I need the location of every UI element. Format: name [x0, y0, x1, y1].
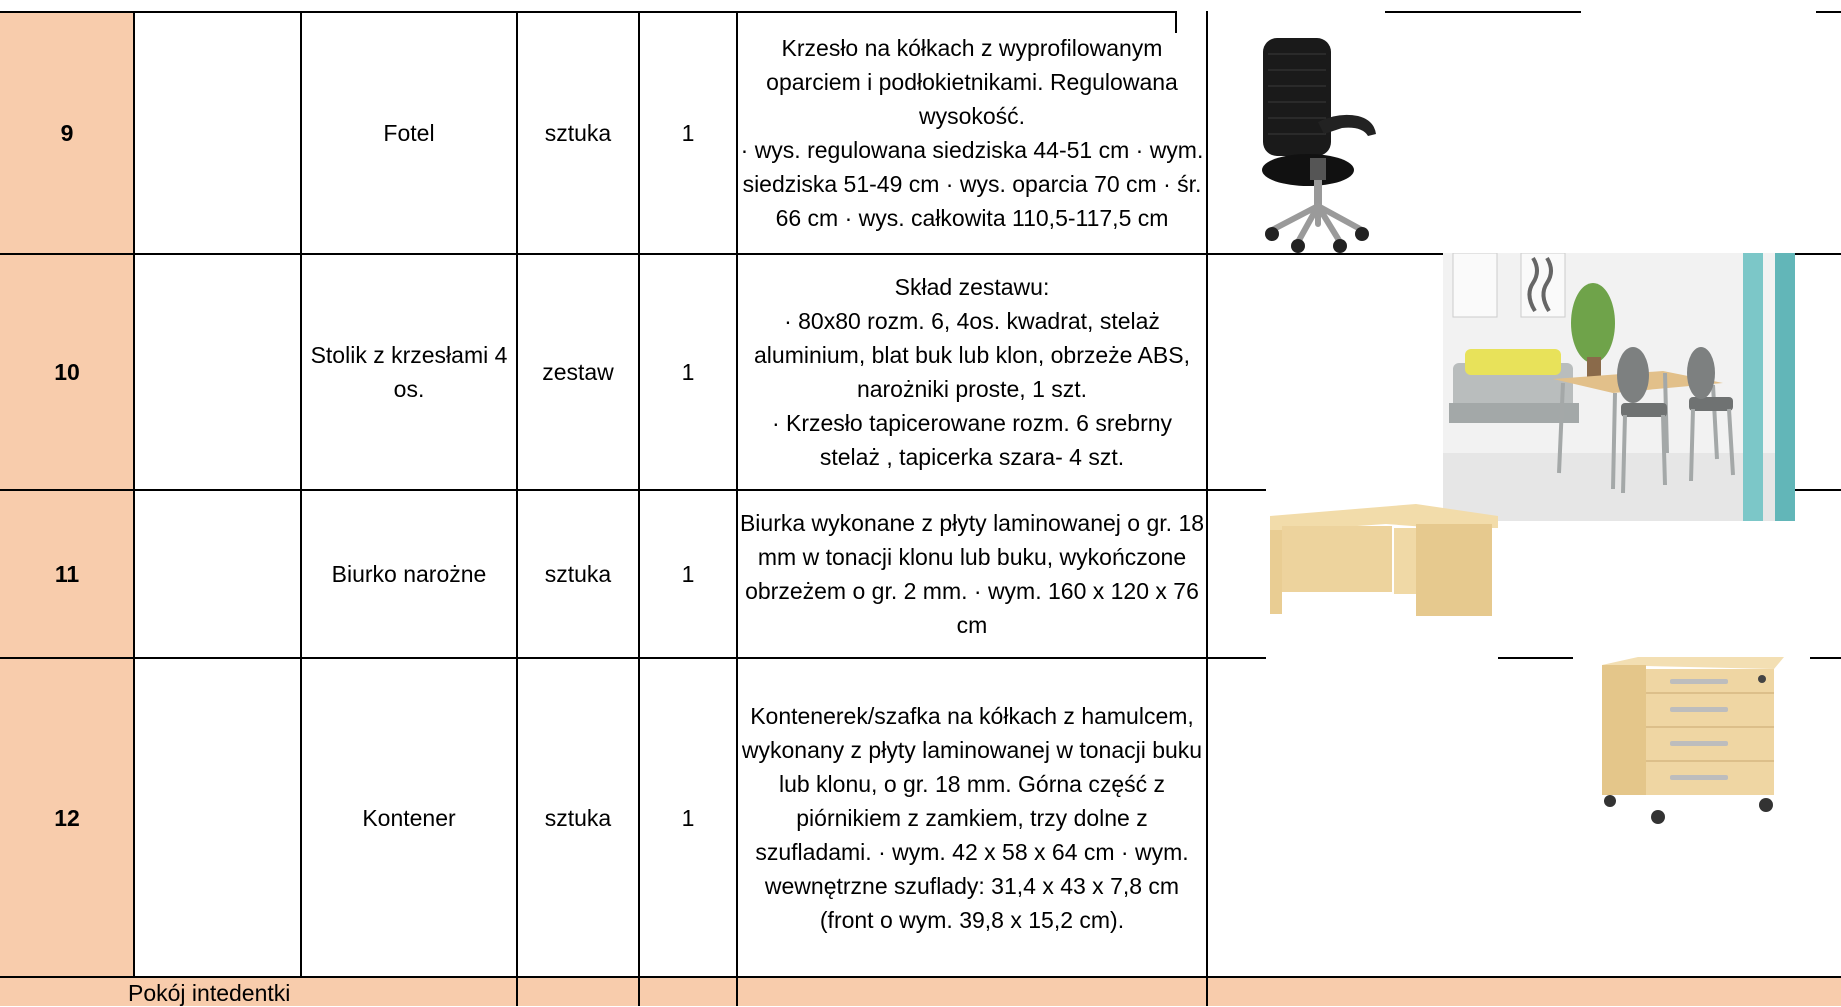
- row-12-name: Kontener: [362, 804, 456, 831]
- grid-line: [1206, 11, 1208, 1006]
- corner-desk-image: [1266, 494, 1498, 618]
- table-chairs-icon: [1443, 253, 1795, 521]
- row-9-description: [737, 12, 1207, 254]
- row-12-description-text: Kontenerek/szafka na kółkach z hamulcem, wykonany z płyty laminowanej w tonacji buku lub klonu, o gr. 18 mm. Górna część z piórnikiem z zamkiem, trzy dolne z szufladami. · wym. 42 x 58 x 64 cm · wym. wewnętrzne szuflady: 31,4 x 43 x 7,8 cm (front o wym. 39,8 x 15,2 cm).: [741, 702, 1203, 933]
- grid-line: [1795, 253, 1841, 255]
- row-10-description-text: Skład zestawu: · 80x80 rozm. 6, 4os. kwadrat, stelaż aluminium, blat buk lub klon, obrzeże ABS, narożniki proste, 1 szt. · Krzesło tapicerowane rozm. 6 srebrny stelaż , tapicerka szara- 4 szt.: [754, 274, 1190, 470]
- row-9-name: Fotel: [383, 120, 435, 146]
- grid-line: [300, 11, 302, 977]
- row-10-unit: zestaw: [542, 359, 614, 385]
- grid-line: [0, 11, 1176, 13]
- corner-desk-icon: [1266, 494, 1498, 618]
- grid-line: [1498, 657, 1573, 659]
- section-title: Pokój intedentki: [128, 980, 291, 1006]
- drawer-container-image: [1598, 655, 1786, 827]
- grid-line: [0, 253, 1443, 255]
- grid-line: [0, 976, 1841, 978]
- grid-line: [0, 657, 1266, 659]
- table-with-chairs-image: [1443, 253, 1795, 521]
- grid-line: [1385, 11, 1581, 13]
- office-chair-icon: [1258, 34, 1388, 256]
- row-11-description-text: Biurka wykonane z płyty laminowanej o gr. 18 mm w tonacji klonu lub buku, wykończone obrzeżem o gr. 2 mm. · wym. 160 x 120 x 76 cm: [739, 510, 1205, 638]
- row-12-unit: sztuka: [544, 804, 612, 831]
- grid-line: [1795, 489, 1841, 491]
- grid-line: [133, 11, 135, 977]
- grid-line: [1175, 11, 1177, 33]
- row-9-lp: 9: [60, 120, 74, 146]
- row-11-qty: 1: [681, 561, 695, 587]
- row-10-description: [737, 254, 1207, 490]
- grid-line: [516, 11, 518, 1006]
- row-9-unit: sztuka: [544, 120, 612, 146]
- row-9-description-text: Krzesło na kółkach z wyprofilowanym oparciem i podłokietnikami. Regulowana wysokość. · wys. regulowana siedziska 44-51 cm · wym. siedziska 51-49 cm · wys. oparcia 70 cm · śr. 66 cm · wys. całkowita 110,5-117,5 cm: [740, 35, 1204, 231]
- row-10-name: Stolik z krzesłami 4 os.: [310, 342, 508, 402]
- row-12-description: [737, 658, 1207, 977]
- row-10-qty: 1: [681, 359, 695, 385]
- row-12-qty: 1: [681, 804, 695, 831]
- row-10-lp: 10: [54, 359, 80, 385]
- row-12-lp: 12: [54, 804, 80, 831]
- grid-line: [638, 11, 640, 1006]
- row-9-qty: 1: [681, 120, 695, 146]
- grid-line: [1810, 657, 1841, 659]
- grid-line: [736, 11, 738, 1006]
- grid-line: [1816, 11, 1841, 13]
- row-11-unit: sztuka: [544, 561, 612, 587]
- grid-line: [0, 489, 1266, 491]
- row-11-lp: 11: [54, 561, 80, 587]
- office-chair-image: [1258, 34, 1388, 256]
- row-11-name: Biurko narożne: [331, 561, 487, 587]
- drawer-container-icon: [1598, 655, 1786, 827]
- row-11-description: [737, 490, 1207, 658]
